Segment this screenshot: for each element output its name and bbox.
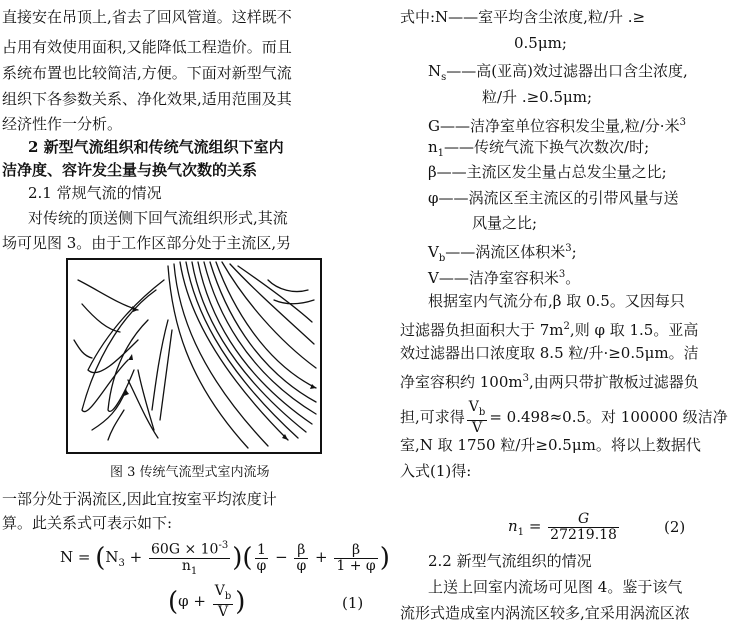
eq1-frac2: $\frac{1}{\varphi}$ xyxy=(256,541,267,574)
equation-1-line1: $N = (N_3$ + $\frac{60G \times 10^{-3}}{n_1}$ )( $\frac{1}{\varphi}$ − $\frac{\beta}{\varphi}$ + $\frac{\beta}{1 + \varphi}$ ) xyxy=(60,540,390,577)
def-g: G——洁净室单位容积发尘量,粒/分·米$^3$ xyxy=(428,117,686,135)
para4-line3: 效过滤器出口浓度取 8.5 粒/升·≥0.5μm。洁 xyxy=(400,344,699,362)
section-heading-2-line1: 2 新型气流组织和传统气流组织下室内 xyxy=(28,138,284,156)
para3-line2: 算。此关系式可表示如下: xyxy=(2,514,173,532)
eq1-frac1: $\frac{60G \times 10^{-3}}{n_1}$ xyxy=(151,540,229,577)
def-v: V——洁净室容积米$^3$。 xyxy=(428,269,581,287)
para4-line1: 根据室内气流分布,β 取 0.5。又因每只 xyxy=(428,292,685,310)
para1-line4: 组织下各参数关系、净化效果,适用范围及其 xyxy=(2,90,292,108)
para3-line1: 一部分处于涡流区,因此宜按室平均浓度计 xyxy=(2,490,277,508)
flow-field-drawing xyxy=(68,260,320,452)
section-heading-2-line2: 洁净度、容许发尘量与换气次数的关系 xyxy=(2,161,258,179)
para4-line6: 室,N 取 1750 粒/升≥0.5μm。将以上数据代 xyxy=(400,436,701,454)
def-vb: $V_b——$涡流区体积米$^3$; xyxy=(428,243,577,264)
def-ns: $N_s——$高(亚高)效过滤器出口含尘浓度, xyxy=(428,62,688,83)
para1-line3: 系统布置也比较简洁,方便。下面对新型气流 xyxy=(2,64,292,82)
equation-2-number: (2) xyxy=(664,518,686,536)
figure-3-flow-field xyxy=(66,258,322,454)
figure-3-caption: 图 3 传统气流型式室内流场 xyxy=(110,465,270,480)
para4-line4: 净室容积约 $100m^3$,由两只带扩散板过滤器负 xyxy=(400,373,699,391)
para4-line5: 担,可求得 $\frac{V_b}{V}$ = 0.498≈0.5。对 100000 级洁净 xyxy=(400,399,728,436)
eq1-lhs: N = xyxy=(60,548,96,567)
def-n1: $n_1——$传统气流下换气次数次/时; xyxy=(428,138,650,159)
eq1-minus: − xyxy=(270,548,293,567)
para4-line2: 过滤器负担面积大于 $7m^2$,则 φ 取 1.5。亚高 xyxy=(400,321,699,339)
eq1-plus2: + xyxy=(310,548,333,567)
para5-line1: 上送上回室内流场可见图 4。鉴于该气 xyxy=(428,578,683,596)
eq1-plus1: + xyxy=(124,548,147,567)
vb-over-v-frac: $\frac{V_b}{V}$ xyxy=(468,399,486,436)
eq2-frac: $\frac{G}{27219.18}$ xyxy=(550,510,617,543)
para2-line2: 场可见图 3。由于工作区部分处于主流区,另 xyxy=(2,234,292,252)
equation-1-line2: (φ + $\frac{V_b}{V}$ ) xyxy=(168,583,246,620)
eq1-line2-pre: φ + xyxy=(178,592,211,610)
equation-1-number: (1) xyxy=(342,594,364,612)
def-beta: β——主流区发尘量占总发尘量之比; xyxy=(428,163,667,181)
eq1-vb-frac: $\frac{V_b}{V}$ xyxy=(214,583,232,620)
def-ns-cont: 粒/升 .≥0.5μm; xyxy=(482,88,593,106)
para1-line5: 经济性作一分析。 xyxy=(2,115,123,133)
section-heading-2-1: 2.1 常规气流的情况 xyxy=(28,184,162,202)
para1-line2: 占用有效使用面积,又能降低工程造价。而且 xyxy=(2,38,292,56)
section-heading-2-2: 2.2 新型气流组织的情况 xyxy=(428,552,592,570)
equation-2: $n_1$ = $\frac{G}{27219.18}$ xyxy=(508,510,617,543)
para2-line1: 对传统的顶送侧下回气流组织形式,其流 xyxy=(28,209,288,227)
eq1-n3-sub: 3 xyxy=(118,558,125,570)
def-n: 式中:N——室平均含尘浓度,粒/升 .≥ xyxy=(400,8,646,26)
def-n-cont: 0.5μm; xyxy=(514,34,567,52)
eq1-frac3: $\frac{\beta}{\varphi}$ xyxy=(296,541,307,574)
para4-line7: 入式(1)得: xyxy=(400,462,472,480)
para1-line1: 直接安在吊顶上,省去了回风管道。这样既不 xyxy=(2,8,292,26)
eq1-n3: N xyxy=(105,548,119,567)
def-phi-cont: 风量之比; xyxy=(472,214,538,232)
eq1-frac4: $\frac{\beta}{1 + \varphi}$ xyxy=(336,541,376,574)
def-phi: φ——涡流区至主流区的引带风量与送 xyxy=(428,189,679,207)
para5-line2: 流形式造成室内涡流区较多,宜采用涡流区浓 xyxy=(400,604,690,622)
